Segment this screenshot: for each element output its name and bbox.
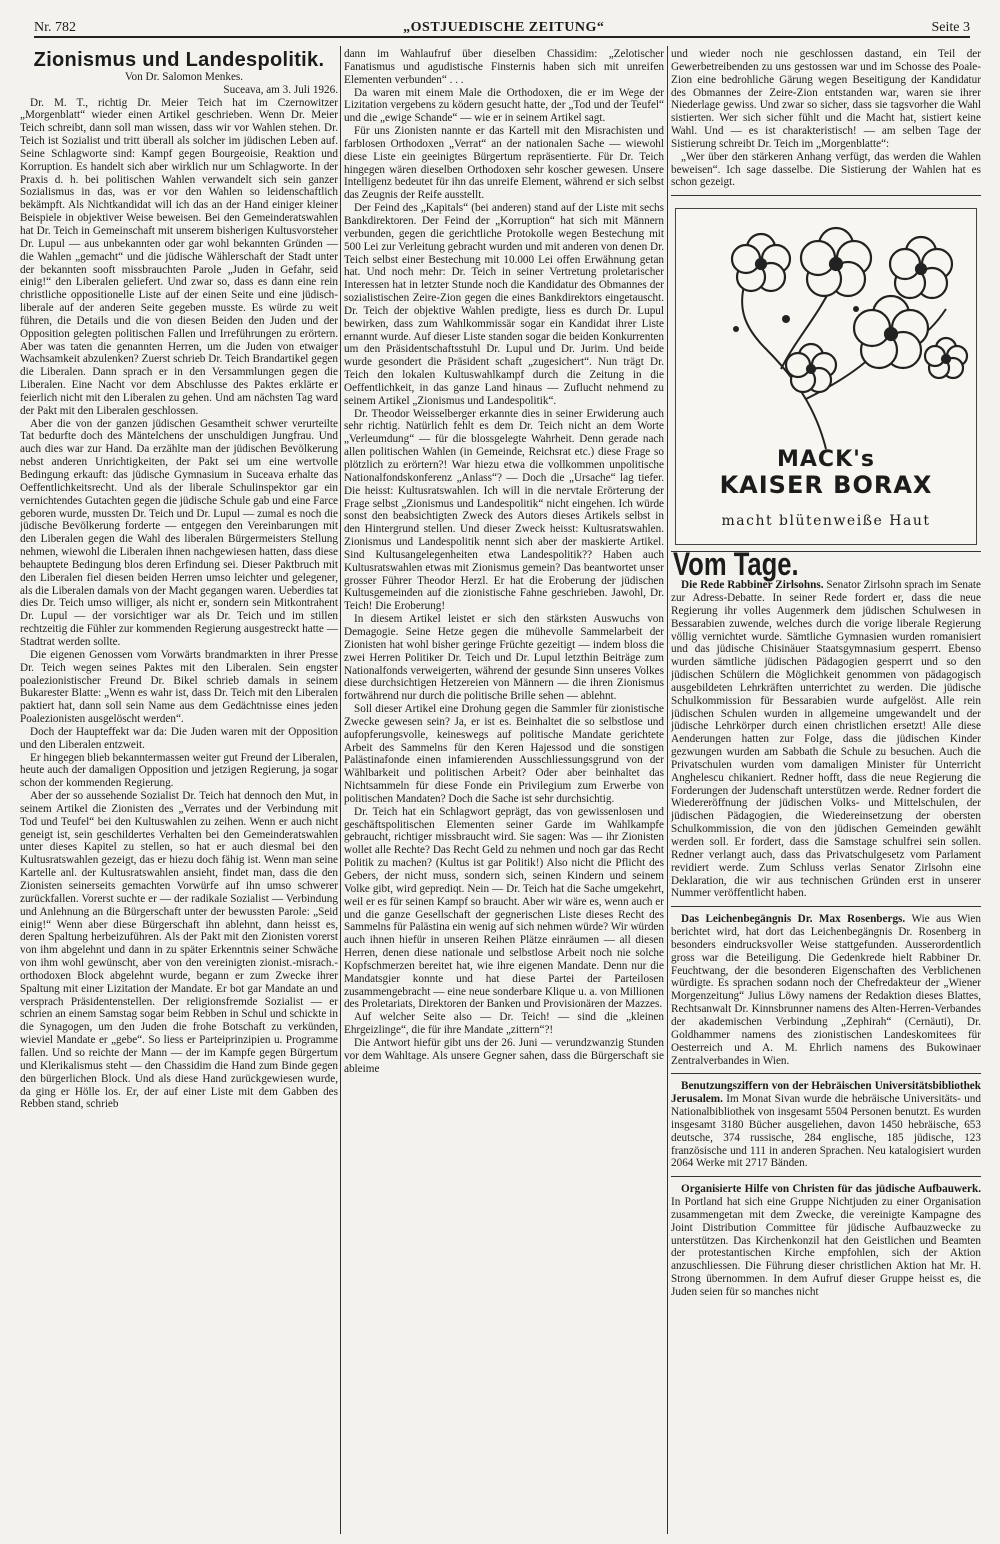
page-header — [34, 14, 970, 38]
article-paragraph: Doch der Haupteffekt war da: Die Juden waren mit der Opposition und den Liberalen entzweit. — [20, 725, 338, 751]
news-text: Senator Zirlsohn sprach im Senate zur Adress-Debatte. In seiner Rede fordert er, dass die neue Regierung ihr volles Augenmerk dem jüdischen Schulwesen in Bessarabien zuwende, welches durch die vorige liberale Regierung völlig vernichtet wurde. Sämtliche Gymnasien wurden romanisiert und das jüdische Chisinäuer Staatsgymnasium gesperrt. Ebenso wurden sämtliche jüdischen Pädagogien gesperrt und so den jüdischen Schülern die Möglichkeit genommen von pädagogisch ausgebildeten Lehrkräften unterrichtet zu werden. Die jüdische Schulkommission für Bessarabien wurde aufgelöst. Alle rein jüdischen Schulen wurden in allgemeine umgewandelt und der jüdische Lehrkörper durch einen christlichen ersetzt! Alle diese Aenderungen hatten zur Folge, dass die jüdischen Kinder gezwungen wurden am Sabbath die Schule zu besuchen. Auch die Privatschulen wurden vom damaligen Minister für Unterricht Anghelescu chikaniert. Redner hofft, dass die neue Regierung die Forderungen der Judenschaft unterstützen werde. Redner fordert die Wiedereröffnung der jüdischen Volks- und Mittelschulen, der jüdischen Pädagogien, die Wiedereinsetzung der obersten Schulkommission, die von den jüdischen Gemeinden gewählt werden soll. Er fordert, dass die Samstage schulfrei sein sollen. Redner verlangt auch, dass das Privatschulgesetz vom Parlament revidiert werde. Zum Schluss verlas Senator Zirlsohn eine Deklaration, die wir aus technischen Gründen erst in unserer Nummer veröffentlicht haben. — [671, 579, 981, 900]
news-headline: Die Rede Rabbiner Zirlsohns. — [681, 579, 824, 592]
blossom-branch-illustration — [676, 209, 976, 454]
article-paragraph: Dr. Teich hat ein Schlagwort geprägt, das von gewissenlosen und geschäftspolitischen Elementen seiner Garde im Wahlkampfe gebraucht, richtiger missbraucht wird. Sie sagen: Was — ihr Zionisten wollet alle Rechte? Das Recht Geld zu nehmen und noch gar das Recht Politik zu machen? (Kultus ist gar Politik!) Also nicht die Pflicht des Gebers, der nicht muss, sondern sich, seinen Kindern und seinem Volke gibt, wird geprediqt. Nein — Dr. Teich hat die Sache umgekehrt, weil er es für seinen Kampf so braucht. Aber wir wäre es, wenn auch er und die ganze Gesellschaft der gegnerischen Liste dieses Recht des Sammelns für Palästina ein wenig auf sich nehmen würde? Wir würden auch ihnen hiefür in unseren Reihen Plätze einräumen — all diesen Herren, denen diese nationale und selbstlose Arbeit noch nie solche Kopfschmerzen bereitet hat, wie ihre eigenen Mandate. Denn nur die Mandatsgier konnte und hat diese Partei der Parteilosen zusammengebracht — eine neue sonderbare Klique u. a. von Millionen des Proletariats, Direktoren der Banken und Provisionären der Mazzes. — [344, 805, 664, 1011]
news-headline: Benutzungsziffern von der Hebräischen Universitätsbibliothek Jerusalem. — [671, 1080, 981, 1106]
article-paragraph: Da waren mit einem Male die Orthodoxen, die er im Wege der Lizitation vergebens zu ködern gesucht hatte, der „Tod und der Teufel“ und die „ewige Schande“ — wie er in seinem Artikel sagt. — [344, 86, 664, 125]
news-text: Im Monat Sivan wurde die hebräische Universitäts- und Nationalbibliothek von insgesamt 5504 Personen benutzt. Es wurden insgesamt 3180 Bücher ausgeliehen, davon 1450 hebräische, 653 deutsche, 374 russische, 284 englische, 185 jüdische, 123 französische und 111 in anderen Sprachen. Neu katalogisiert wurden 2064 Werke mit 2717 Bänden. — [671, 1093, 981, 1170]
column-divider — [340, 46, 341, 1534]
article-paragraph: Soll dieser Artikel eine Drohung gegen die Sammler für zionistische Zwecke gewesen sein? Ja, er ist es. Beinhaltet die so selbstlose und aufopferungsvolle, keineswegs auf politische Mandate gerichtete Arbeit des Sammelns für den Keren Hajessod und die sonstigen Palästinafonde einen infamierenden Ausschliessungsgrund von der Wählbarkeit und politischen Arbeit? Oder aber beinhaltet das Nichtsammeln für diese Fonde ein Privilegium zum Erwerbe von politischen Mandaten? Doch die Sache ist sehr durchsichtig. — [344, 703, 664, 805]
article-dateline: Suceava, am 3. Juli 1926. — [223, 83, 338, 96]
divider — [671, 1176, 981, 1177]
column-1 — [20, 48, 338, 1528]
divider — [671, 195, 981, 196]
news-text: Wie aus Wien berichtet wird, hat dort das Leichenbegängnis Dr. Rosenberg in besonders eindrucksvoller Weise stattgefunden. Ausserordentlich gross war die Beteiligung. Die Gedenkrede hielt Rabbiner Dr. Feuchtwang, der die besonderen Eigenschaften des Verblichenen würdigte. Es sprachen sodann noch der Chefredakteur der „Wiener Morgenzeitung“ Julius Löwy namens der Redaktion dieses Blattes, Rechtsanwalt Dr. Kinnsbrunner namens des Alten-Herren-Verbandes der akademischen Verbindung „Zephirah“ (Cernäuti), Dr. Goldhammer namens des zionistischen Landeskomitees für Oesterreich und A. M. Ehrlich namens des Bukowinaer Zentralverbandes in Wien. — [671, 913, 981, 1067]
article-paragraph: Der Feind des „Kapitals“ (bei anderen) stand auf der Liste mit sechs Bankdirektoren. Der Feind der „Korruption“ hat sich mit Männern verbunden, gegen die gerichtliche Protokolle wegen Bestechung mit 500 Lei zur Verleitung gebracht wurden und mit anderen von denen Dr. Teich selbst einer Bestechung mit 10.000 Lei offen Erwähnung getan hat. Und noch mehr: Dr. Teich in seiner Vertretung proletarischer Interessen hat in letzter Stunde noch die Kandidatur des Obmannes der sozialistischen Zeire-Zion gegen die eines Bankdirektors eingetauscht. Dr. Teich der objektive Wahlen predigte, liess es durch Dr. Lupul bewirken, dass zum Wahlkommissär sogar ein Kandidat ihrer Liste ernannt wurde. Auf dieser Liste standen sogar die beiden Konkurrenten um den Präsidentschaftsstuhl Dr. Lupul und Dr. Jurim. Und beide wurde gesondert die Präsident schaft „zugesichert“. Nun trägt Dr. Teich den lokalen Kultuswahlkampf durch die Zeitung in die Oeffentlichkeit, in das ganze Land hinaus — Zuflucht nehmend zu seinem Artikel „Zionismus und Landespolitik“. — [344, 202, 664, 407]
news-text: In Portland hat sich eine Gruppe Nichtjuden zu einer Organisation zusammengetan mit dem Zwecke, die vereinigte Kampagne des Joint Distribution Committee für jüdische Aufbauzwecke zu unterstützen. Das Kirchenkonzil hat den Geistlichen und Beamten der protestantischen Kirche empfohlen, sich der Aktion anzuschliessen. Die Führung dieser christlichen Aktion hat Mr. H. Strong übernommen. In dem Aufruf dieser Gruppe heisst es, die Juden seien für so manches nicht — [671, 1196, 981, 1298]
divider — [671, 906, 981, 907]
page-number: Nr. 782 — [34, 20, 76, 35]
article-paragraph: Auf welcher Seite also — Dr. Teich! — sind die „kleinen Ehrgeizlinge“, die für ihre Mandate „zittern“?! — [344, 1011, 664, 1037]
page-label: Seite 3 — [931, 20, 970, 35]
article-paragraph: und wieder noch nie geschlossen dastand, ein Teil der Gewerbetreibenden zu uns gestossen war und im Schosse des Poale-Zion eine bedrohliche Gärung wegen Beseitigung der Kandidatur des Obmannes der Zeire-Zion entstanden war, waren sie ihrer Niederlage gewiss. Und zwar so sicher, dass sie tagsvorher die Wahl sistierten. Wer sich sicher fühlt und die Macht hat, sistiert keine Wahl. Und — es ist charakteristisch! — am selben Tage der Sistierung schreibt Dr. Teich im „Morgenblatte“: — [671, 48, 981, 150]
article-title: Zionismus und Landespolitik. — [33, 49, 325, 71]
article-paragraph: In diesem Artikel leistet er sich den stärksten Auswuchs von Demagogie. Seine Hetze gegen die mühevolle Sammelarbeit der Zionisten hat wohl bisher geringe Früchte gezeitigt — indem bloss die zwei Herren Politiker Dr. Teich und Dr. Lupul letzthin Beiträge zum Nationalfonds verweigerten, während der gesunde Sinn unseres Volkes diese durchsichtigen Hetzereien von Männern — die ihren Zionismus fortwährend nur durch die politische Brille sehen — ablehnt. — [344, 613, 664, 703]
column-3 — [671, 48, 981, 1528]
article-paragraph: dann im Wahlaufruf über dieselben Chassidim: „Zelotischer Fanatismus und agudistische Finsternis haben sich mit unreifen Elementen verbunden“ . . . — [344, 48, 664, 86]
article-paragraph: Er hingegen blieb bekanntermassen weiter gut Freund der Liberalen, heute auch der damaligen Opposition und jetzigen Regierung, ja sogar schon der kommenden Regierung. — [20, 751, 338, 790]
article-paragraph: „Wer über den stärkeren Anhang verfügt, das werden die Wahlen beweisen“. Ich sage dasselbe. Die Sistierung der Wahlen hat es schon gezeigt. — [671, 150, 981, 189]
ad-product-name: KAISER BORAX — [719, 471, 933, 500]
divider — [671, 1073, 981, 1074]
column-2 — [344, 48, 664, 1528]
article-paragraph: Aber der so aussehende Sozialist Dr. Teich hat dennoch den Mut, in seinem Artikel die Zionisten des „Verrates und der Verbindung mit Tod und Teufel“ bei den Kultuswahlen zu zeihen. Wenn er auch nicht geneigt ist, sein geschildertes Verhalten bei den Gemeinderatswahlen unter dieses Kapitel zu stellen, so hat er auch diesmal bei den Kultusratswahlen gezeigt, das er hiezu doch fähig ist. Wenn man seine Kartelle anl. der Kultusratswahlen ansieht, findet man, dass die den Zionisten seinerseits gemachten Vorwürfe auf ihn umso schwerer zurückfallen. Vorerst suchte er — der radikale Sozialist — Verbindung und Anlehnung an die Bürgerschaft unter der bewussten Parole: „Seid einig!“ Wenn aber diese Bürgerschaft ihn ablehnt, dann heisst es, deren Spaltung herbeizuführen. Als der Pakt mit den Zionisten vorerst von ihm abgelehnt und dann in zu später Erkenntnis seiner Schwäche von ihm wohl gewünscht, aber von den vereinigten zionist.-misrach.-orthodoxen Block abgelehnt wurde, begann er zum Zwecke ihrer Spaltung mit einer Lizitation der Mandate. Er bot gar Mandate an und versprach Präsidentenstellen. Der religionsfremde Sozialist — er schrien an einem Samstag sogar beim Rebben in Schul und schickte in die Synagogen, um den Juden die frohe Botschaft zu verkünden, wieviel Mandate er „gebe“. So liess er Parteiprinzipien u. Programme fallen. Und so reichte der Mann — der im Kampfe gegen Bürgertum und Klerikalismus steht — den Chassidim die Hand zum Binde gegen den bürgerlichen Block. Und als diese Hand zurückgewiesen wurde, da ging er Hölle los. Er, der auf einer Liste mit dem Gabben des Rebben stand, schrieb — [20, 790, 338, 1111]
ad-brand-name: MACK's — [777, 447, 875, 473]
news-item — [671, 579, 981, 900]
news-headline: Das Leichenbegängnis Dr. Max Rosenbergs. — [681, 913, 906, 926]
article-paragraph: Aber die von der ganzen jüdischen Gesamtheit schwer verurteilte Tat bedurfte doch des Mäntelchens der unschuldigen Jungfrau. Und auch dies war zur Hand. Da erzählte man der jüdischen Bevölkerung nebst anderen Unrichtigkeiten, der Pakt sei um eine wertvolle Bedingung erkauft: das jüdische Gymnasium in Suceava erhalte das Oeffentlichkeitsrecht. Und als der liberale Schulinspektor gar ein vernichtendes Gutachten gegen die jüdische Schule gab und eine Farce geboren wurde, mussten Dr. Teich und Dr. Lupul — zumal es noch die jüdische Bevölkerung forderte — entgegen den Vereinbarungen mit den Liberalen gegen die Wahl des liberalen Bürgermeisters Stellung nehmen, wiewohl die Liberalen ihnen nachgewiesen hatten, dass diese behauptete Bedingung blos deren Erfindung sei. Dieser Paktbruch mit den Liberalen fiel diesen beiden Herren umso leichter und gelegener, als die Liberalen damals von der Macht gegangen waren. Ueberdies tat dies Dr. Teich umso williger, als nicht er, sondern sein Mitkontrahent Dr. Lupul — der vorsichtiger war als Dr. Teich und im stillen rechtzeitig die Fühler zur kommenden Regierung ausgestreckt hatte — Stadtrat werden sollte. — [20, 417, 338, 648]
section-title: Vom Tage. — [673, 546, 799, 583]
newspaper-title: „OSTJUEDISCHE ZEITUNG“ — [403, 20, 605, 35]
article-paragraph: Die eigenen Genossen vom Vorwärts brandmarkten in ihrer Presse Dr. Teich wegen seines Paktes mit den Liberalen. Sein engster poalezionistischer Freund Dr. Bikel schrieb damals in seinem Bukarester Blatte: „Wenn es wahr ist, dass Dr. Teich mit den Liberalen paktiert hat, dann soll sein Name aus dem Gedächtnisse eines jeden Poalezionisten ausgelöscht werden“. — [20, 648, 338, 726]
news-item — [671, 913, 981, 1067]
article-paragraph: Für uns Zionisten nannte er das Kartell mit den Misrachisten und farblosen Orthodoxen „Verrat“ an der nationalen Sache — wiewohl diese Liste ein geeinigtes Bürgertum repräsentierte. Für Dr. Teich hingegen wären dieselben Orthodoxen sehr koscher gewesen. Unsere Intelligenz bedeutet für ihn das unreife Element, während er sich selbst das Zeugnis der Reife ausstellt. — [344, 125, 664, 202]
article-byline: Von Dr. Salomon Menkes. — [124, 70, 244, 83]
borax-advertisement — [675, 208, 977, 545]
article-paragraph: Dr. M. T., richtig Dr. Meier Teich hat im Czernowitzer „Morgenblatt“ wieder einen Artikel geschrieben. Wenn Dr. Meier Teich schreibt, dann soll man wissen, dass wir vor Wahlen stehen. Dr. Teich ist Sozialist und tritt überall als solcher im jüdischen Leben auf. Seine Schlagworte sind: Kampf gegen Bourgeoisie, Reaktion und Korruption. Es handelt sich aber wirklich nur um Schlagworte. In der Praxis d. h. bei politischen Wahlen verwandelt sich sein ganzer Sozialismus in das, was er vor den Wahlen so leidenschaftlich bekämpft. Als Nichtkandidat will ich das an der Hand einiger kleiner Beispiele in objektiver Weise beweisen. Bei den Gemeinderatswahlen hat Dr. Teich in Gemeinschaft mit unserem bisherigen Kultusvorsteher Dr. Lupul — aus unbekannten oder gar wohl bekannten Gründen — die Wahlen „gemacht“ und die jüdische Wählerschaft der Stadt unter der bekannten sooft missbrauchten Parole „Juden in Gefahr, seid einig!“ den Liberalen geliefert. Und zwar so, dass es dann eine rein christliche oppositionelle Liste auf der einen Seite und eine jüdisch-liberale auf der anderen Seite gegeben musste. Es würde zu weit führen, die Details und die von diesen Beiden den Juden und der Opposition gelegten politischen Fallen und Irreführungen zu erörtern. Aber was taten die genannten Herren, um die Juden von etwaiger Wachsamkeit abzulenken? Zuerst schrieb Dr. Teich Brandartikel gegen die Liberalen. Dann sprach er in den Versammlungen gegen die Liberalen. Eine Nacht vor dem Abschlusse des Paktes erklärte er feierlich nicht mit den Liberalen zu gehen. Und am nächsten Tag ward der Pakt mit den Liberalen geschlossen. — [20, 96, 338, 417]
article-paragraph: Dr. Theodor Weisselberger erkannte dies in seiner Erwiderung auch sehr richtig. Natürlich fehlt es dem Dr. Teich nicht an dem Worte „Verleumdung“ — für die blossgelegte Wahrheit. Denn gerade nach allen politischen Wahlen (in Gemeinde, Reichsrat etc.) diese Frage so plötzlich zu erörtern?! War hiezu etwa die vollkommen unpolitische Nationalfondskonferenz „Anlass“? — Doch die „Ursache“ lag tiefer. Die heisst: Kultusratswahlen. Ich will in die nervtale Erörterung der Frage selbst „Zionismus und Landespolitik“ nicht eingehen. Ich würde sonst den beabsichtigten Zweck des Autors dieses Artikels selbst in den Hintergrund stellen. Und dieser Zweck heisst: Kultusratswahlen. Zionismus und Landespolitik nennt sich aber der maskierte Artikel. Sind Kultusangelegenheiten etwa Landespolitik?? Haben auch Kultusratswahlen etwas mit Zionismus gemein? Das beantwortet unser grosser Führer Theodor Herzl. Er hat die Eroberung der jüdischen Kultusgemeinden auf die zionistische Fahne geschrieben. Jawohl, Dr. Teich! Die Eroberung! — [344, 407, 664, 613]
article-paragraph: Die Antwort hiefür gibt uns der 26. Juni — verundzwanzig Stunden vor dem Wahltage. Als unsere Gegner sahen, dass die Bürgerschaft sie ableime — [344, 1036, 664, 1075]
news-headline: Organisierte Hilfe von Christen für das jüdische Aufbauwerk. — [681, 1183, 981, 1196]
news-item — [671, 1080, 981, 1170]
ad-slogan: macht blütenweiße Haut — [721, 513, 931, 530]
news-item — [671, 1183, 981, 1299]
column-divider — [667, 46, 668, 1534]
